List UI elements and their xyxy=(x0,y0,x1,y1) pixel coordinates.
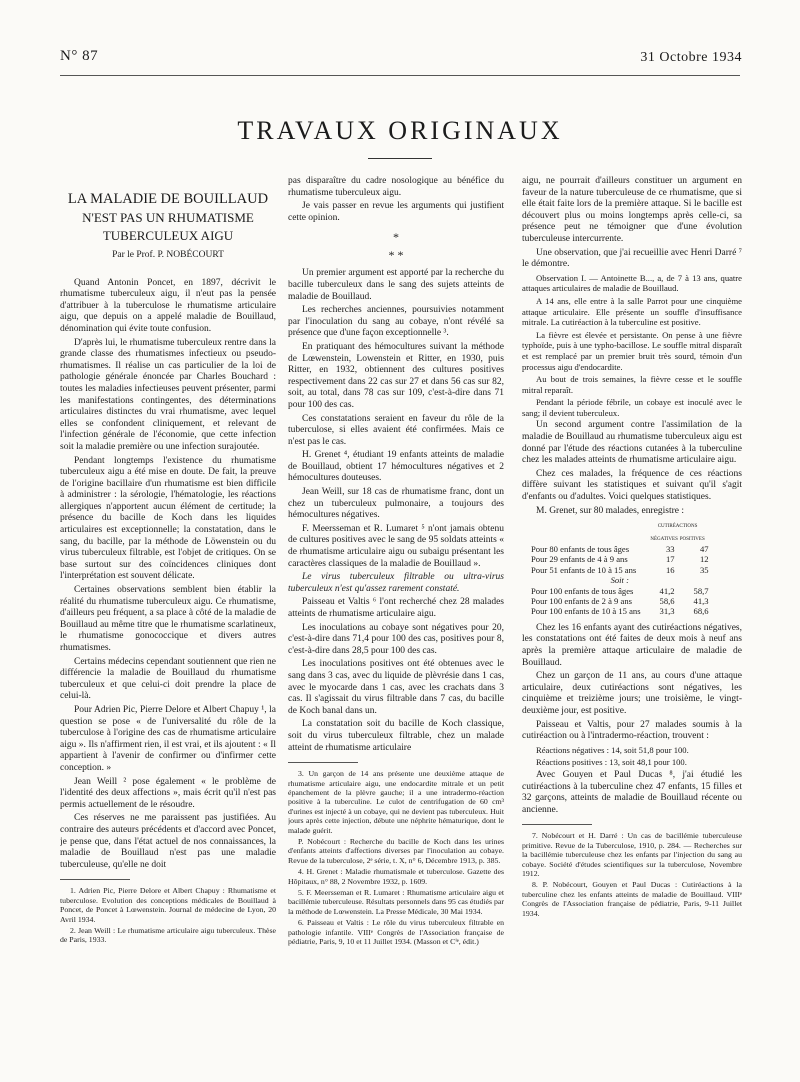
row-label: Pour 100 enfants de tous âges xyxy=(531,585,634,596)
table-header: cutiréactions xyxy=(657,520,698,530)
row-negative: 16 xyxy=(665,564,675,575)
paragraph: Certaines observations semblent bien établir la réalité du rhumatisme tuberculeux aigu. Ce rhumatisme, d'ailleurs peu fréquent, a sa place à côté de la maladie de Bouillaud au même titre que le rhumatisme scarlatineux, le rhumatisme gonococcique et divers autres rhumatismes. xyxy=(60,585,276,653)
section-title-rule xyxy=(368,158,432,159)
footnote-rule xyxy=(288,762,358,763)
footnote: 6. Paisseau et Valtis : Le rôle du virus tuberculeux filtrable en pathologie infantile. VIIIᵉ Congrès de l'Association française de pédiatrie, Paris, 9, 10 et 11 Juillet 1934. (Masson et Cⁱᵉ, édit.) xyxy=(288,918,504,947)
paragraph: Le virus tuberculeux filtrable ou ultra-virus tuberculeux n'est qu'assez rarement constaté. xyxy=(288,572,504,594)
table-row xyxy=(528,606,712,616)
article-title-line2: N'EST PAS UN RHUMATISME xyxy=(82,210,254,225)
row-negative: 33 xyxy=(665,544,675,555)
paragraph: Un second argument contre l'assimilation de la maladie de Bouillaud au rhumatisme tuberculeux aigu est donné par l'étude des réactions cutanées à la tuberculine chez les malades atteints de rhumatisme articulaire aigu. xyxy=(522,420,742,466)
footnote-rule xyxy=(60,879,130,880)
issue-number: N° 87 xyxy=(60,48,99,64)
paragraph: M. Grenet, sur 80 malades, enregistre : xyxy=(536,505,684,516)
observation-paragraph: Pendant la période fébrile, un cobaye est inoculé avec le sang; il devient tuberculeux. xyxy=(522,397,742,418)
paragraph: Pour Adrien Pic, Pierre Delore et Albert Chapuy ¹, la question se pose « de l'universalité du rôle de la tuberculose à l'origine des cas de rhumatisme articulaire aigu ». Ils n'affirment rien, il est vrai, et ils ajoutent : « Il appartient à l'avenir de confirmer ou d'infirmer cette conception. » xyxy=(60,704,276,773)
paragraph: aigu, ne pourrait d'ailleurs constituer un argument en faveur de la nature tuberculeuse de ce rhumatisme, que si elle était faite lors de la première attaque. Si le bacille est découvert plus ou moins longtemps après celle-ci, sa présence peut ne témoigner que d'une évolution tuberculeuse intercurrente. xyxy=(522,176,742,244)
paragraph: Chez les 16 enfants ayant des cutiréactions négatives, les constatations ont été faites de deux mois à neuf ans après la première attaque articulaire de maladie de Bouillaud. xyxy=(522,622,742,668)
issue-date: 31 Octobre 1934 xyxy=(640,50,742,65)
row-label: Pour 51 enfants de 10 à 15 ans xyxy=(531,564,637,575)
observation-paragraph: Observation I. — Antoinette B..., a, de 7 à 13 ans, quatre attaques articulaires de maladie de Bouillaud. xyxy=(522,272,742,294)
column-3 xyxy=(522,176,742,1069)
row-positive: 12 xyxy=(699,554,709,565)
table-soit: Soit : xyxy=(610,575,629,586)
row-label: Pour 100 enfants de 2 à 9 ans xyxy=(531,596,632,607)
row-negative: 17 xyxy=(665,554,675,565)
paragraph: Les inoculations positives ont été obtenues avec le sang dans 3 cas, avec du liquide de plèvrésie dans 1 cas, avec le myocarde dans 1 cas, avec les crachats dans 3 cas. Il s'agissait du virus filtrable dans 7 cas, du bacille de Koch banal dans un. xyxy=(288,659,504,716)
table-row xyxy=(528,565,712,575)
paragraph: Une observation, que j'ai recueillie avec Henri Darré ⁷ le démontre. xyxy=(522,247,742,270)
paragraph: Quand Antonin Poncet, en 1897, décrivit le rhumatisme tuberculeux aigu, il n'eut pas la pensée d'attribuer à la tuberculose le rhumatisme articulaire aigu, que depuis on a appelé maladie de Bouillaud, dénomination qui évite toute confusion. xyxy=(60,277,276,334)
footnote-rule xyxy=(522,824,592,825)
result-line: Réactions positives : 13, soit 48,1 pour 100. xyxy=(536,757,687,768)
table-header-row xyxy=(528,519,712,531)
table-row xyxy=(528,544,712,554)
table-subheader-row xyxy=(528,532,712,544)
paragraph: La constatation soit du bacille de Koch classique, soit du virus tuberculeux filtrable, chez un malade atteint de rhumatisme articulaire xyxy=(288,719,504,753)
row-negative: 58,6 xyxy=(659,596,675,607)
footnote: 1. Adrien Pic, Pierre Delore et Albert Chapuy : Rhumatisme et tuberculose. Evolution des conceptions médicales de Bouillaud à Poncet, de Poncet à Lœwenstein. Journal de médecine de Lyon, 20 Avril 1934. xyxy=(60,886,276,924)
row-negative: 31,3 xyxy=(659,606,675,617)
paragraph: Pendant longtemps l'existence du rhumatisme tuberculeux aigu a été mise en doute. De fait, la preuve de l'origine bacillaire d'un rhumatisme est bien difficile à administrer : la sérologie, l'hématologie, les réactions allergiques n'apportent aucun élément de certitude; la présence du bacille de Koch dans les liquides articulaires est exceptionnelle; la constatation, dans le sang, du bacille, par la méthode de Löwenstein ou du virus tuberculeux filtrable, est l'objet de critiques. On se base surtout sur des coïncidences cliniques dont l'interprétation est souvent délicate. xyxy=(60,455,276,582)
row-label: Pour 29 enfants de 4 à 9 ans xyxy=(531,554,628,565)
table-row xyxy=(528,596,712,606)
table-row xyxy=(528,554,712,564)
article-title-line3: TUBERCULEUX AIGU xyxy=(102,228,234,243)
paragraph: Ces réserves ne me paraissent pas justifiées. Au contraire des auteurs précédents et d'accord avec Poncet, je pense que, dans l'état actuel de nos connaissances, la maladie de Bouillaud n'est pas une maladie tuberculeuse, qu'elle ne doit xyxy=(60,813,276,870)
table-row xyxy=(528,575,712,585)
article-title-line1: LA MALADIE DE BOUILLAUD xyxy=(67,191,269,207)
footnote: 4. H. Grenet : Maladie rhumatismale et tuberculose. Gazette des Hôpitaux, n° 88, 2 Novembre 1932, p. 1609. xyxy=(288,867,504,886)
cutireaction-table xyxy=(528,519,712,617)
paragraph: Chez un garçon de 11 ans, au cours d'une attaque articulaire, deux cutiréactions sont négatives, les cinquième et treizième jours; une troisième, le vingt-deuxième jour, est positive. xyxy=(522,671,742,717)
row-positive: 58,7 xyxy=(693,585,709,596)
row-label: Pour 100 enfants de 10 à 15 ans xyxy=(531,606,641,617)
row-label: Pour 80 enfants de tous âges xyxy=(531,544,630,555)
row-positive: 68,6 xyxy=(693,606,709,617)
row-positive: 35 xyxy=(699,564,709,575)
paragraph: H. Grenet ⁴, étudiant 19 enfants atteints de maladie de Bouillaud, obtient 17 hémocultures négatives et 2 hémocultures douteuses. xyxy=(288,450,504,484)
table-row xyxy=(528,586,712,596)
section-break-bottom: * * xyxy=(388,248,404,263)
paragraph: Paisseau et Valtis, pour 27 malades soumis à la cutiréaction ou à l'intradermo-réaction, trouvent : xyxy=(522,719,742,742)
observation-paragraph: La fièvre est élevée et persistante. On pense à une fièvre typhoïde, puis à une typho-bacillose. Le souffle mitral disparaît et est remplacé par un premier bruit très sourd, témoin d'un processus aigu d'endocardite. xyxy=(522,329,742,372)
paragraph: Un premier argument est apporté par la recherche du bacille tuberculeux dans le sang des sujets atteints de maladie de Bouillaud. xyxy=(288,268,504,302)
section-break-top: * xyxy=(393,230,399,245)
footnote: 7. Nobécourt et H. Darré : Un cas de bacillémie tuberculeuse primitive. Revue de la Tuberculose, 1910, p. 284. — Recherches sur la bacillémie tuberculeuse chez les enfants par l'injection du sang au cobaye. Société d'études scientifiques sur la tuberculose, Novembre 1912. xyxy=(522,831,742,878)
table-subheader: négatives positives xyxy=(650,532,705,542)
section-title: TRAVAUX ORIGINAUX xyxy=(237,116,563,145)
paragraph: Jean Weill, sur 18 cas de rhumatisme franc, dont un chez un tuberculeux pulmonaire, a toujours des hémocultures négatives. xyxy=(288,487,504,521)
footnote: P. Nobécourt : Recherche du bacille de Koch dans les urines d'enfants atteints d'affections diverses par l'inoculation au cobaye. Revue de la tuberculose, 2ᵉ série, t. X, n° 6, Décembre 1913, p. 385. xyxy=(288,836,504,865)
paragraph: Avec Gouyen et Paul Ducas ⁸, j'ai étudié les cutiréactions à la tuberculine chez 47 enfants, 15 filles et 32 garçons, atteints de maladie de Bouillaud récente ou ancienne. xyxy=(522,770,742,815)
footnote: 3. Un garçon de 14 ans présente une deuxième attaque de rhumatisme articulaire aigu, une endocardite mitrale et un petit épanchement de la plèvre gauche; il a une intradermo-réaction positive à la tuberculine. Le culot de centrifugation de 60 cm³ d'urines est injecté à un cobaye, qui ne devient pas tuberculeux. Huit jours après cette injection, débute une néphrite hématurique, dont le malade guérit. xyxy=(288,769,504,835)
paragraph: D'après lui, le rhumatisme tuberculeux rentre dans la grande classe des rhumatismes infectieux ou pseudo-rhumatismes. Il réalise un cas particulier de la loi de pathologie générale énoncée par Charles Bouchard : toutes les maladies infectieuses peuvent présenter, parmi les manifestations contingentes, des déterminations articulaires distinctes du vrai rhumatisme, avec lequel elles se confondent cliniquement, et relevant de l'infection générale de l'économie, que cette infection soit la maladie première ou une infection surajoutée. xyxy=(60,337,276,452)
footnote: 5. F. Meersseman et R. Lumaret : Rhumatisme articulaire aigu et bacillémie tuberculeuse. Résultats personnels dans 95 cas étudiés par la méthode de Lœwenstein. La Presse Médicale, 30 Mai 1934. xyxy=(288,888,504,916)
paragraph: Les recherches anciennes, poursuivies notamment par l'inoculation du sang au cobaye, n'ont révélé sa présence que d'une façon exceptionnelle ³. xyxy=(288,305,504,339)
paragraph: Jean Weill ² pose également « le problème de l'identité des deux affections », mais écrit qu'il n'est pas permis actuellement de le résoudre. xyxy=(60,776,276,810)
row-positive: 47 xyxy=(699,544,709,555)
observation-paragraph: A 14 ans, elle entre à la salle Parrot pour une cinquième attaque articulaire. Elle présente un souffle d'insuffisance mitrale. La cutiréaction à la tuberculine est positive. xyxy=(522,295,742,328)
paragraph: pas disparaître du cadre nosologique au bénéfice du rhumatisme tuberculeux aigu. xyxy=(288,176,504,198)
footnote: 2. Jean Weill : Le rhumatisme articulaire aigu tuberculeux. Thèse de Paris, 1933. xyxy=(60,925,276,945)
paragraph: Chez ces malades, la fréquence de ces réactions diffère suivant les statistiques et suivant qu'il s'agit d'enfants ou d'adultes. Voici quelques statistiques. xyxy=(522,468,742,503)
footnote: 8. P. Nobécourt, Gouyen et Paul Ducas : Cutiréactions à la tuberculine chez les enfants atteints de maladie de Bouillaud. VIIIᵉ Congrès de l'Association française de pédiatrie, Paris, 9-11 Juillet 1934. xyxy=(522,880,742,918)
row-negative: 41,2 xyxy=(659,585,675,596)
observation-paragraph: Au bout de trois semaines, la fièvre cesse et le souffle mitral reparaît. xyxy=(522,374,742,395)
column-1 xyxy=(60,176,276,1069)
paragraph: Paisseau et Valtis ⁶ l'ont recherché chez 28 malades atteints de rhumatisme articulaire aigu. xyxy=(288,597,504,619)
header-rule xyxy=(60,75,740,76)
paragraph: Les inoculations au cobaye sont négatives pour 20, c'est-à-dire dans 71,4 pour 100 des cas, positives pour 8, c'est-à-dire dans 28,5 pour 100 des cas. xyxy=(288,622,504,656)
column-2 xyxy=(288,176,504,1069)
paragraph: Certains médecins cependant soutiennent que rien ne différencie la maladie de Bouillaud du rhumatisme tuberculeux et que celui-ci doit prendre la place de celui-là. xyxy=(60,656,276,702)
row-positive: 41,3 xyxy=(693,596,709,607)
paragraph: Je vais passer en revue les arguments qui justifient cette opinion. xyxy=(288,201,504,223)
paragraph: En pratiquant des hémocultures suivant la méthode de Lœwenstein, Lowenstein et Ritter, en 1930, puis Ritter, en 1932, obtiennent des cultures positives respectivement dans 22 cas sur 27 et dans 56 cas sur 82, soit, au total, dans 78 cas sur 109, c'est-à-dire dans 71 pour 100 des cas. xyxy=(288,341,504,410)
article-byline: Par le Prof. P. NOBÉCOURT xyxy=(112,250,224,260)
paragraph: F. Meersseman et R. Lumaret ⁵ n'ont jamais obtenu de cultures positives avec le sang de 95 soldats atteints « de rhumatisme articulaire aigu ou subaigu présentant les caractères classiques de la maladie de Bouillaud ». xyxy=(288,523,504,569)
paragraph: Ces constatations seraient en faveur du rôle de la tuberculose, si elles avaient été confirmées. Mais ce n'est pas le cas. xyxy=(288,413,504,447)
result-line: Réactions négatives : 14, soit 51,8 pour 100. xyxy=(536,744,689,755)
